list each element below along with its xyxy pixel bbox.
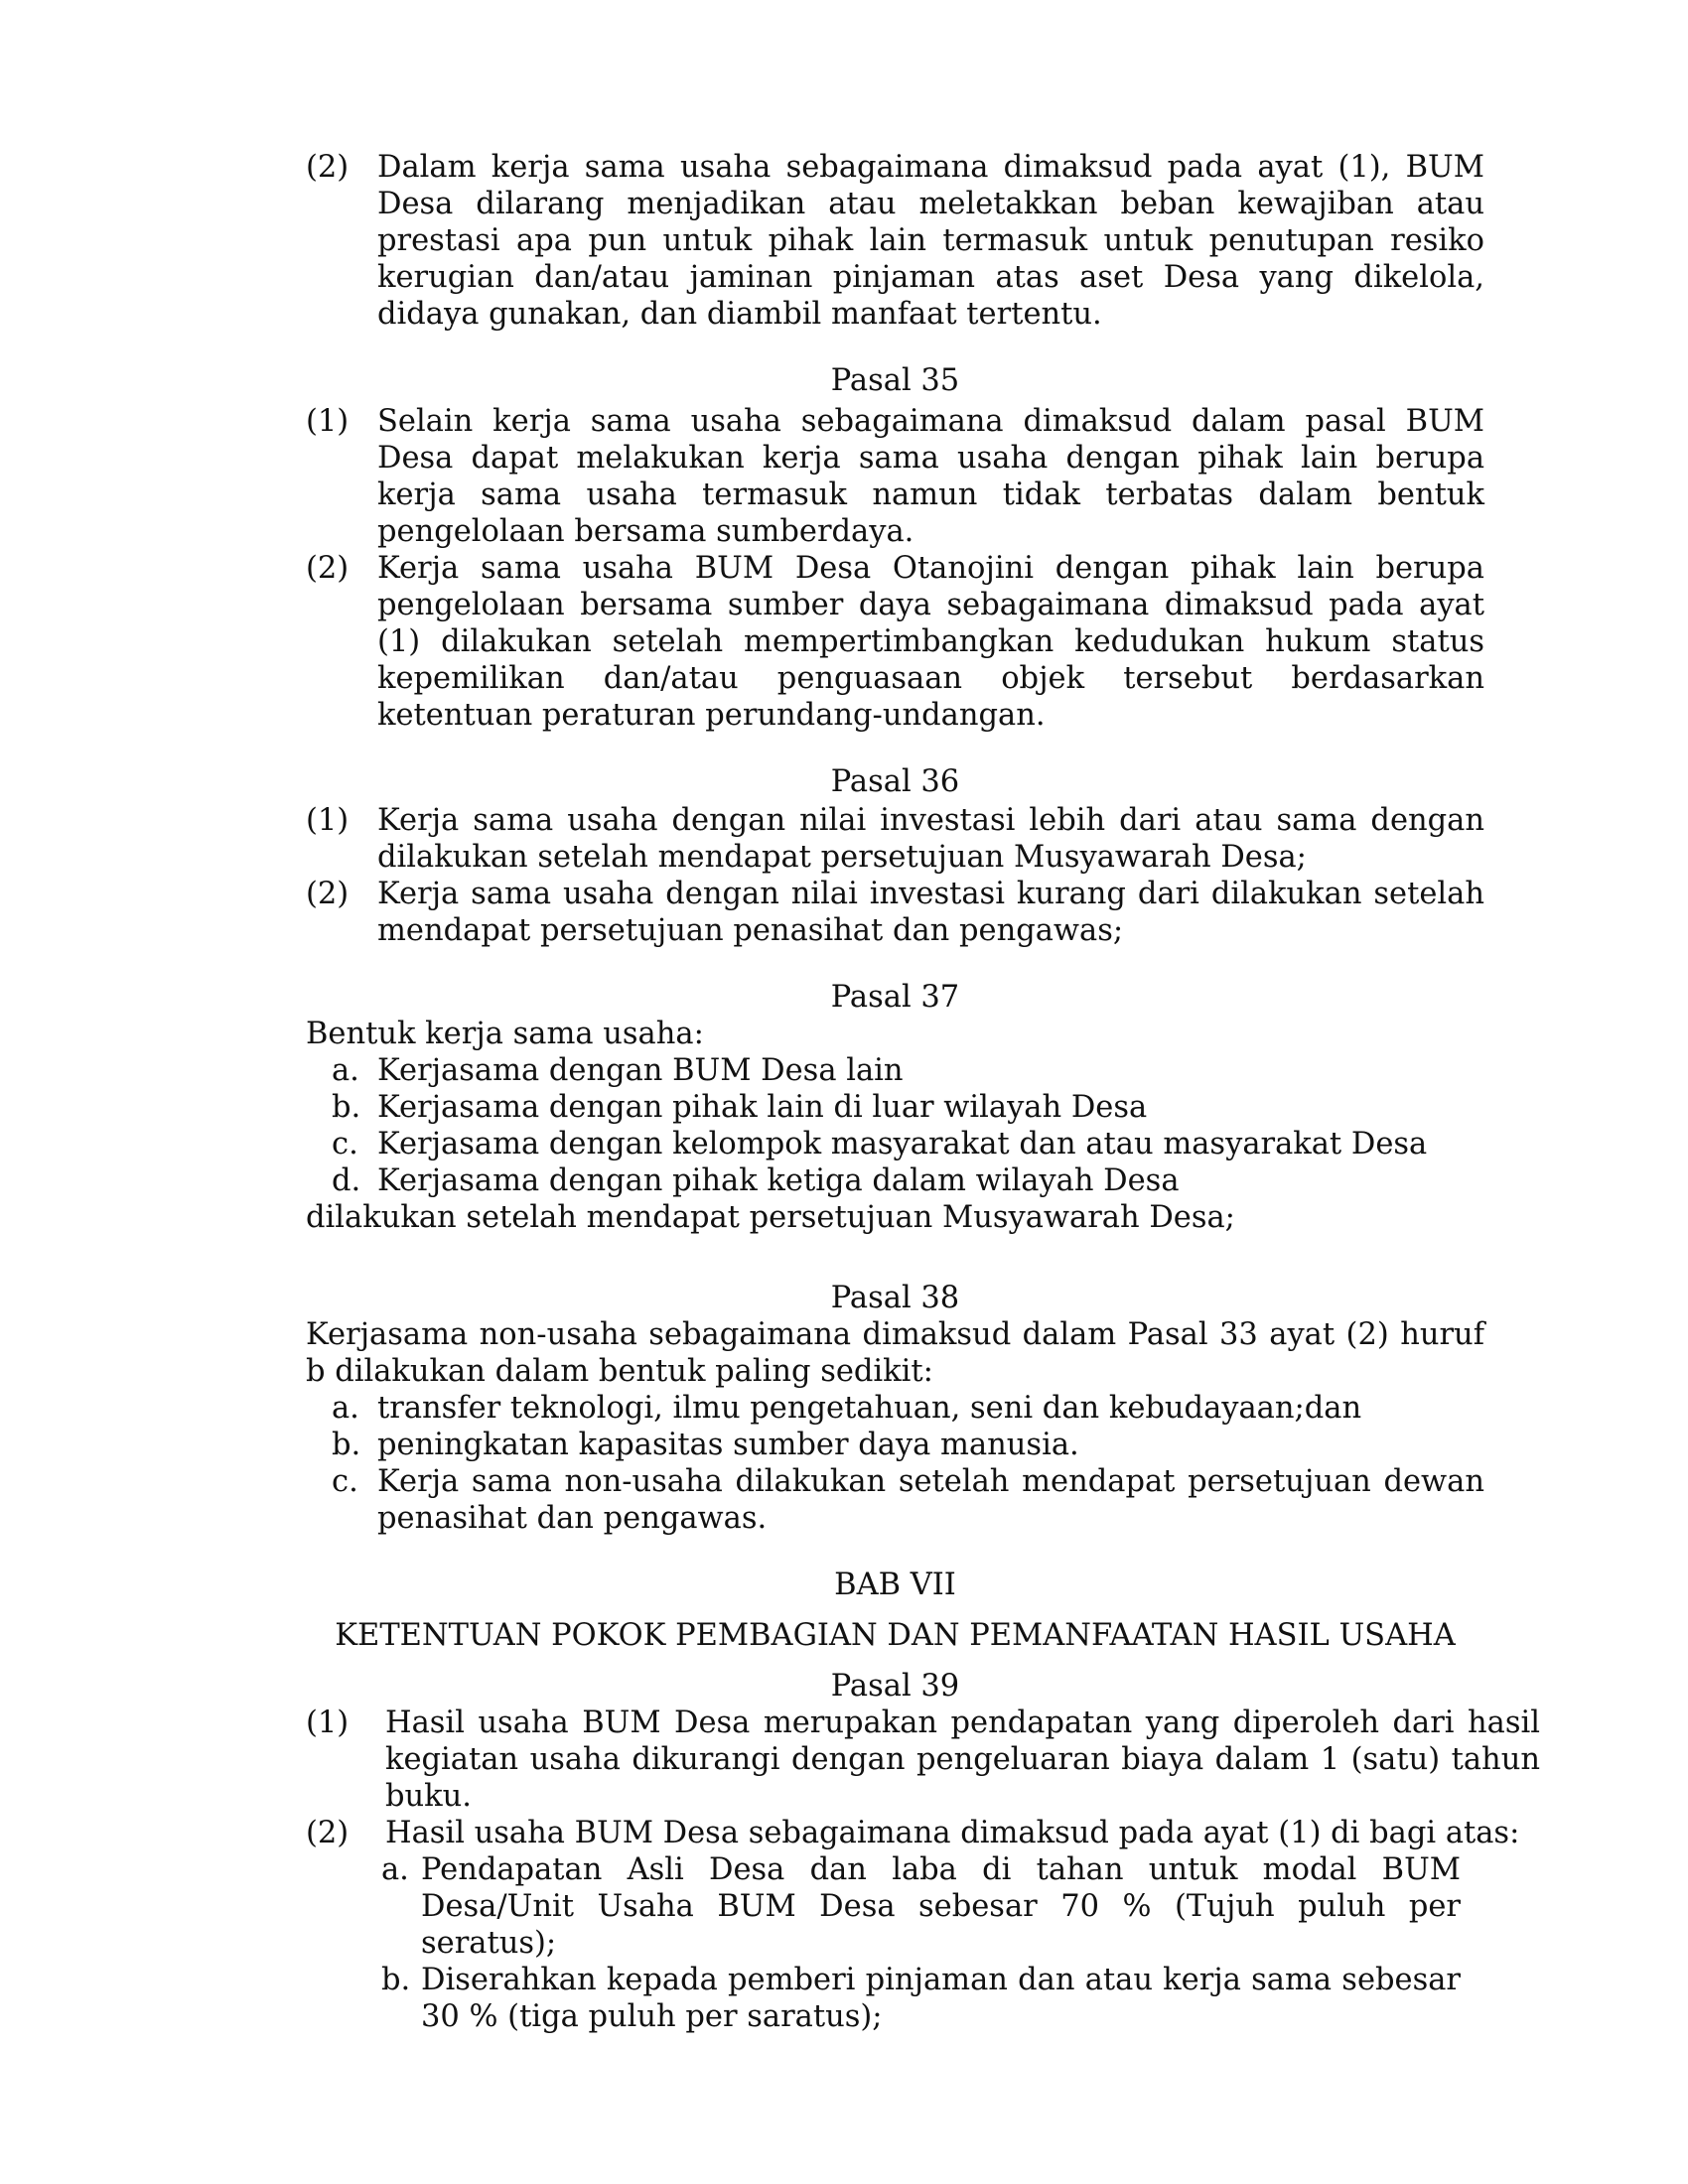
list-label: a. <box>332 1391 359 1426</box>
pasal34-ayat-2 <box>306 149 1484 333</box>
sub-list-item <box>306 1962 1461 2035</box>
ayat-text: Hasil usaha BUM Desa merupakan pendapatan yang diperoleh dari hasil kegiatan usaha dikurangi dengan pengeluaran biaya dalam 1 (satu) tahun buku. <box>385 1706 1540 1814</box>
ayat-number: (2) <box>306 877 350 911</box>
list-label: b. <box>332 1090 361 1125</box>
list-item <box>306 1089 1484 1126</box>
ayat-text: Kerja sama usaha BUM Desa Otanojini dengan pihak lain berupa pengelolaan bersama sumber daya sebagaimana dimaksud pada ayat (1) dilakukan setelah mempertimbangkan kedudukan hukum status kepemilikan dan/atau penguasaan objek tersebut berdasarkan ketentuan peraturan perundang-undangan. <box>377 551 1484 733</box>
sub-list-label: a. <box>381 1852 409 1887</box>
list-item <box>306 1052 1484 1089</box>
list-item <box>306 1427 1484 1463</box>
list-text: Kerjasama dengan pihak lain di luar wilayah Desa <box>377 1090 1148 1125</box>
sub-list-item <box>306 1851 1461 1962</box>
list-item <box>306 1390 1484 1427</box>
ayat-number: (2) <box>306 1816 350 1850</box>
ayat-number: (1) <box>306 803 350 838</box>
list-text: peningkatan kapasitas sumber daya manusia. <box>377 1428 1079 1462</box>
bab-subtitle: KETENTUAN POKOK PEMBAGIAN DAN PEMANFAATAN HASIL USAHA <box>335 1618 1456 1653</box>
pasal38-intro: Kerjasama non-usaha sebagaimana dimaksud dalam Pasal 33 ayat (2) huruf b dilakukan dalam bentuk paling sedikit: <box>306 1317 1484 1389</box>
ayat-text: Dalam kerja sama usaha sebagaimana dimaksud pada ayat (1), BUM Desa dilarang menjadikan atau meletakkan beban kewajiban atau prestasi apa pun untuk pihak lain termasuk untuk penutupan resiko kerugian dan/atau jaminan pinjaman atas aset Desa yang dikelola, didaya gunakan, dan diambil manfaat tertentu. <box>377 150 1484 332</box>
sub-list-label: b. <box>381 1963 411 1997</box>
ayat-number: (1) <box>306 404 350 439</box>
pasal35-ayat-2 <box>306 550 1484 734</box>
list-item <box>306 1463 1484 1537</box>
pasal39-ayat-1 <box>306 1705 1540 1815</box>
pasal36-ayat-1 <box>306 802 1484 876</box>
list-text: Kerjasama dengan BUM Desa lain <box>377 1053 904 1088</box>
ayat-number: (2) <box>306 150 350 185</box>
ayat-number: (1) <box>306 1706 350 1740</box>
ayat-number: (2) <box>306 551 350 586</box>
list-label: c. <box>332 1127 358 1161</box>
pasal35-ayat-1 <box>306 403 1484 550</box>
document-page <box>306 149 1540 2035</box>
list-text: transfer teknologi, ilmu pengetahuan, seni dan kebudayaan;dan <box>377 1391 1362 1426</box>
ayat-text: Selain kerja sama usaha sebagaimana dimaksud dalam pasal BUM Desa dapat melakukan kerja sama usaha dengan pihak lain berupa kerja sama usaha termasuk namun tidak terbatas dalam bentuk pengelolaan bersama sumberdaya. <box>377 404 1484 549</box>
pasal-36-title: Pasal 36 <box>830 764 960 799</box>
list-item <box>306 1162 1484 1199</box>
list-label: a. <box>332 1053 359 1088</box>
list-text: Kerjasama dengan kelompok masyarakat dan atau masyarakat Desa <box>377 1127 1428 1161</box>
list-label: d. <box>332 1163 361 1198</box>
ayat-text: Kerja sama usaha dengan nilai investasi kurang dari dilakukan setelah mendapat persetujuan penasihat dan pengawas; <box>377 877 1484 948</box>
pasal-35-title: Pasal 35 <box>830 363 960 398</box>
list-item <box>306 1126 1484 1162</box>
list-label: b. <box>332 1428 361 1462</box>
list-text: Kerja sama non-usaha dilakukan setelah mendapat persetujuan dewan penasihat dan pengawas. <box>377 1464 1484 1536</box>
list-text: Kerjasama dengan pihak ketiga dalam wilayah Desa <box>377 1163 1180 1198</box>
pasal37-closing: dilakukan setelah mendapat persetujuan Musyawarah Desa; <box>306 1200 1235 1235</box>
pasal-39-title: Pasal 39 <box>830 1669 960 1704</box>
sub-list-text: Diserahkan kepada pemberi pinjaman dan atau kerja sama sebesar 30 % (tiga puluh per saratus); <box>421 1963 1461 2034</box>
sub-list-text: Pendapatan Asli Desa dan laba di tahan untuk modal BUM Desa/Unit Usaha BUM Desa sebesar 70 % (Tujuh puluh per seratus); <box>421 1852 1461 1961</box>
pasal36-ayat-2 <box>306 876 1484 949</box>
ayat-text: Kerja sama usaha dengan nilai investasi lebih dari atau sama dengan dilakukan setelah mendapat persetujuan Musyawarah Desa; <box>377 803 1484 875</box>
bab-title: BAB VII <box>834 1568 956 1602</box>
pasal-37-title: Pasal 37 <box>830 980 960 1015</box>
pasal39-ayat-2 <box>306 1815 1540 1851</box>
pasal-38-title: Pasal 38 <box>830 1281 960 1315</box>
list-label: c. <box>332 1464 358 1499</box>
pasal37-intro: Bentuk kerja sama usaha: <box>306 1017 704 1051</box>
ayat-text: Hasil usaha BUM Desa sebagaimana dimaksud pada ayat (1) di bagi atas: <box>385 1816 1520 1850</box>
